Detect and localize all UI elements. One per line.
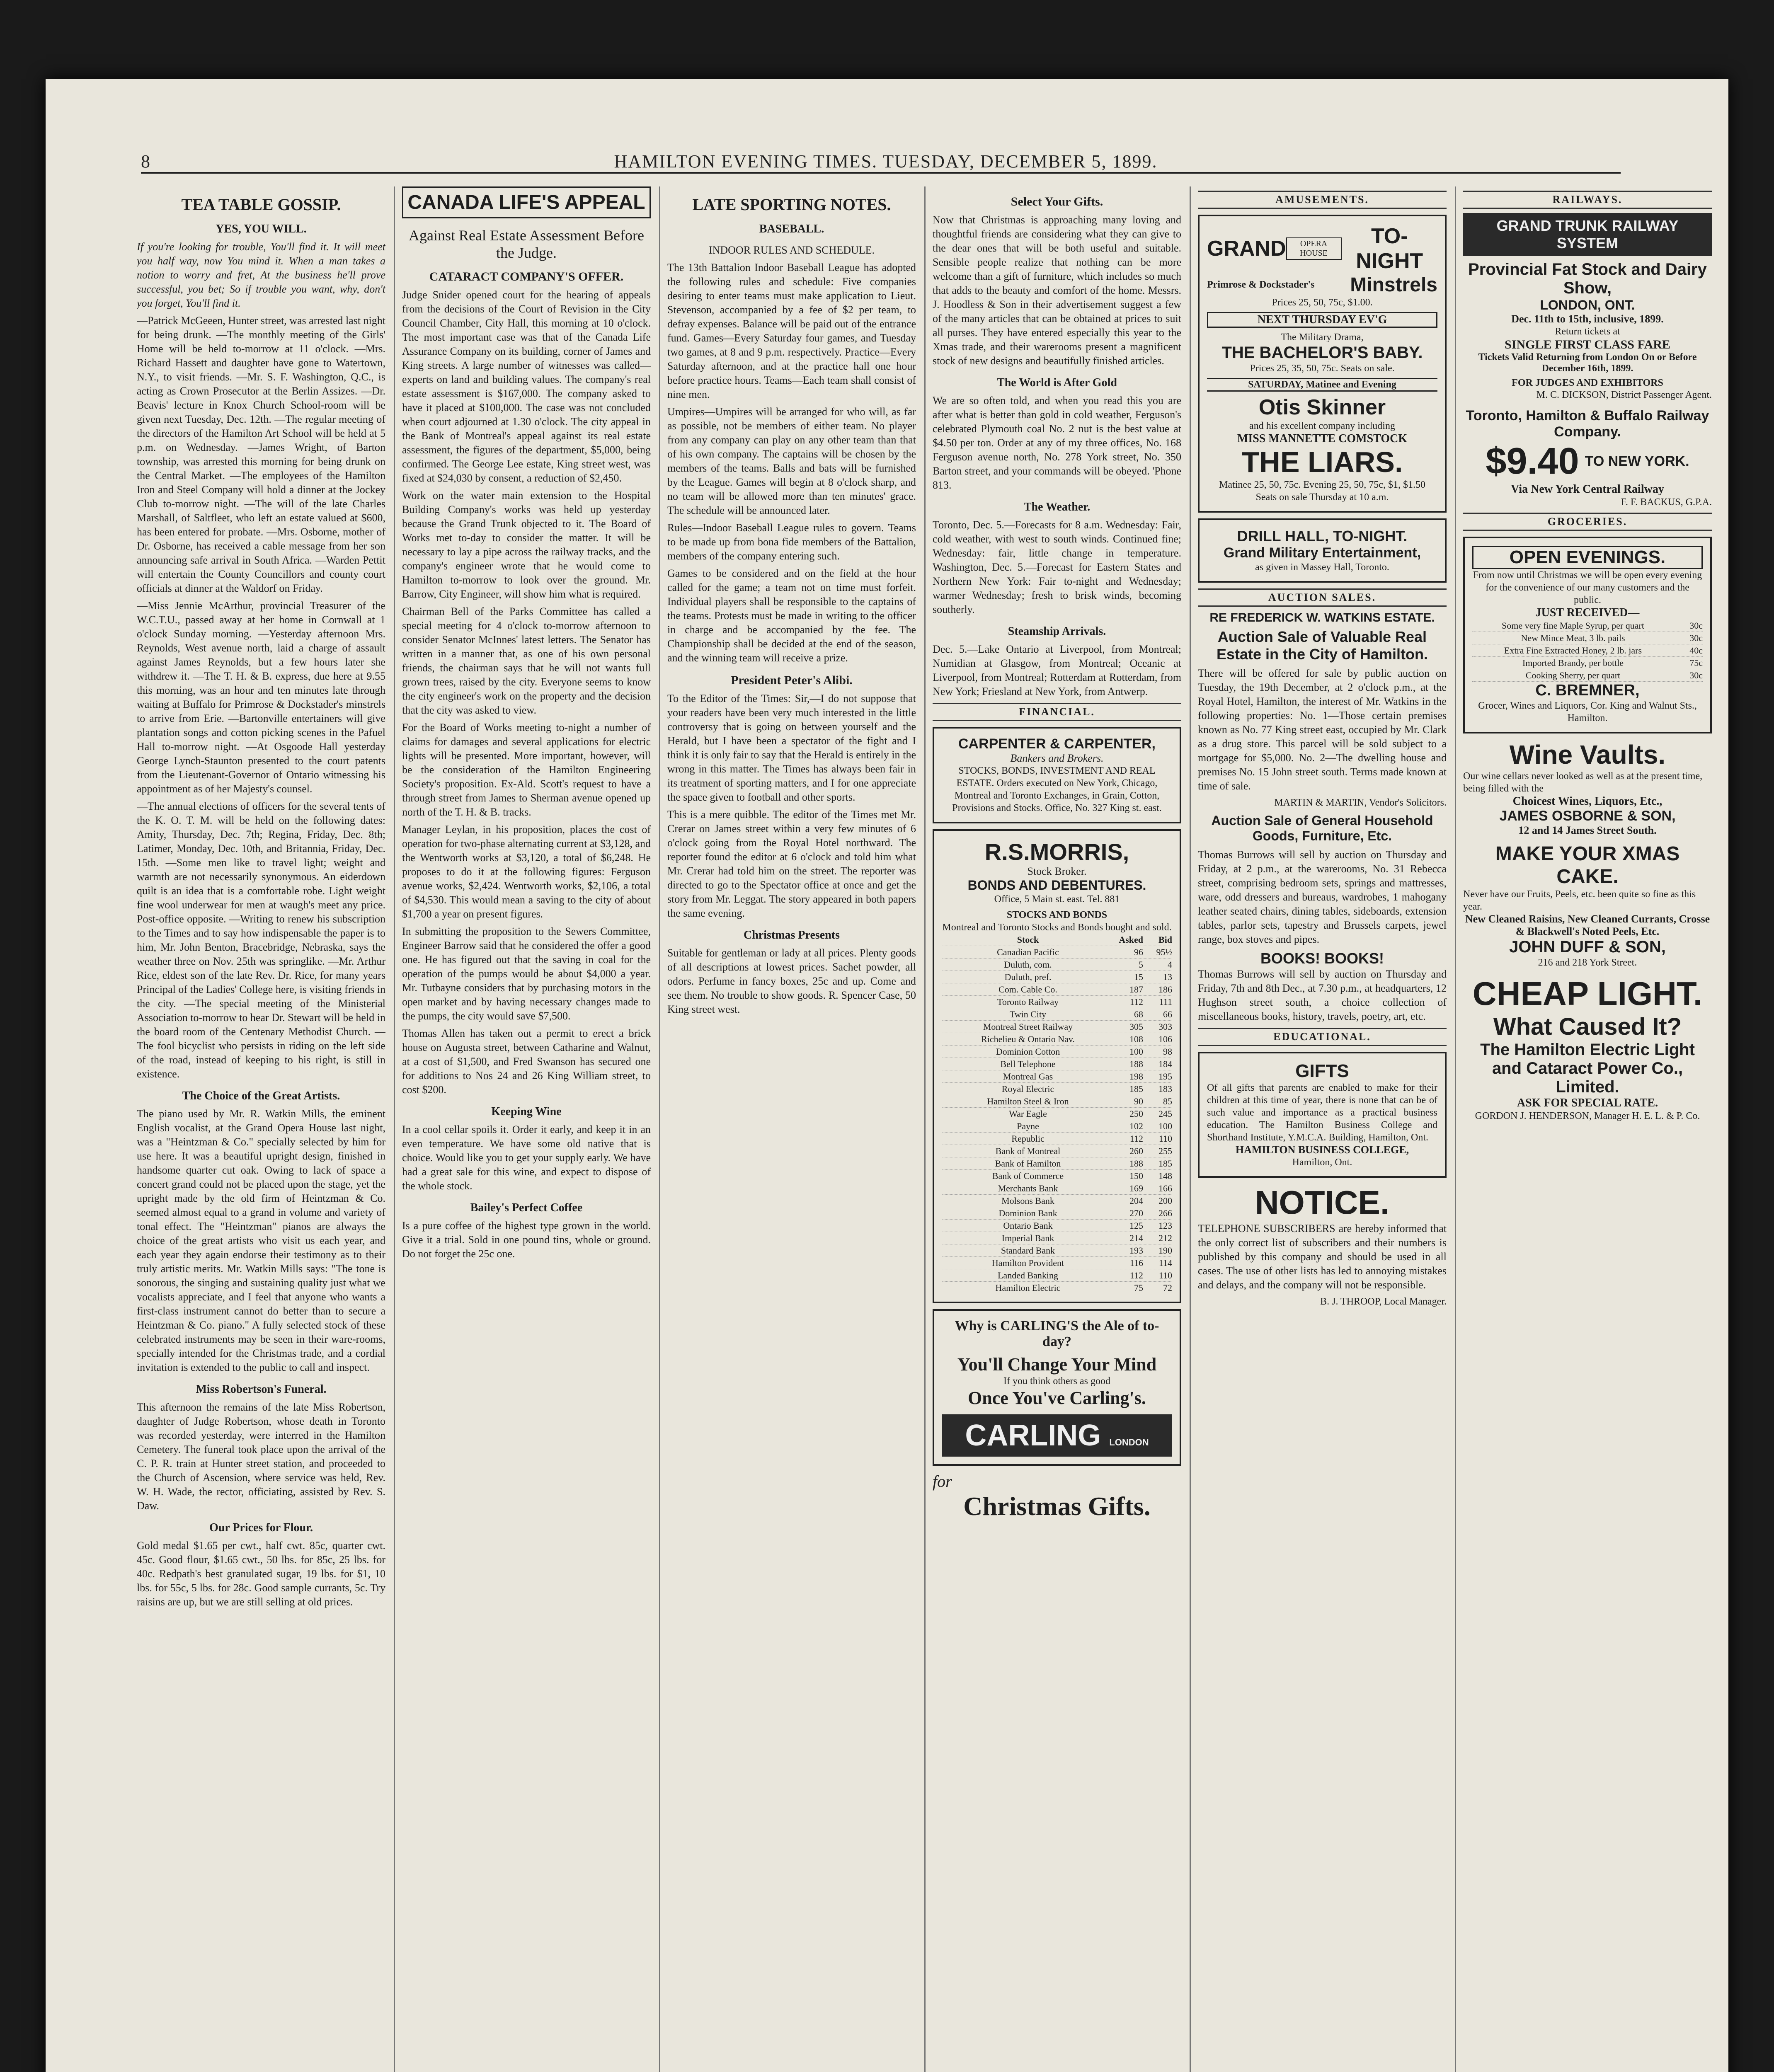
wine-article: In a cool cellar spoils it. Order it early, and keep it in an even temperature. We have some old native that is choice. Would like you to get your supply early. We have had a great sale for this wine, and expect to dispose of the whole stock. [402,1123,651,1192]
wine-vaults: Wine Vaults. [1509,740,1666,770]
gossip-headline: TEA TABLE GOSSIP. [181,195,341,214]
cell-value: 96 [1134,947,1143,957]
cell-value: 123 [1158,1220,1172,1231]
stock-table-row [942,1195,1172,1207]
otis-company: and his excellent company including [1249,421,1395,431]
cell-label: Molsons Bank [1001,1196,1054,1206]
cell-value: 5 [1139,959,1143,970]
grocery-items [1472,620,1703,682]
notice-signature: B. J. THROOP, Local Manager. [1320,1296,1447,1307]
subhead-wine: Keeping Wine [491,1105,562,1118]
cell-value: 15 [1134,972,1143,982]
cell-value: 185 [1158,1158,1172,1169]
canada-life-article-5: Manager Leylan, in his proposition, places the cost of operation for two-phase alternating current at $3,128, and the Wentworth works at $3,120, a total of $6,248. He proposes to do it at the following figures: Ferguson avenue works, $2,424. Wentworth works, $2,106, a total of $4,530. This would mean a saving to the city of about $1,700 a year on present figures. [402,823,651,920]
cell-value: 150 [1129,1171,1143,1181]
stock-table-row [942,1033,1172,1046]
cell-label: Bank of Commerce [992,1171,1064,1181]
single-fare: SINGLE FIRST CLASS FARE [1505,338,1670,351]
cell-value: 270 [1129,1208,1143,1218]
morris-stocks-text: Montreal and Toronto Stocks and Bonds bought and sold. [942,922,1172,933]
cell-value: 112 [1129,1133,1143,1144]
osborne-name: JAMES OSBORNE & SON, [1499,808,1676,824]
canada-life-headline: CANADA LIFE'S APPEAL [402,186,651,218]
gold-article: We are so often told, and when you read this you are after what is better than gold in cold weather, Ferguson's celebrated Plymouth coal No. 2 nut is the best value at $4.50 per ton. Order at any of my three offices, No. 168 Ferguson avenue north, No. 278 York street, No. 350 Barton street, and your commands will be obeyed. 'Phone 813. [933,395,1181,491]
canada-life-article-4: For the Board of Works meeting to-night a number of claims for damages and several applications for electric lights will be presented. More important, however, will be the consideration of the Hamilton Engineering Society's proposition. Ex-Ald. Scott's request to have a through street from James to Sherman avenue opened up north of the T. H. & B. tracks. [402,721,651,818]
opera-house-label: OPERA HOUSE [1286,237,1342,260]
gossip-items-3: —The annual elections of officers for the several tents of the K. O. T. M. will be held on the following dates: Amity, Thursday, Dec. 7th; Regina, Friday, Dec. 8th; Latimer, Monday, Dec. 10th, and Britannia, Friday, Dec. 15th. —Some men like to travel light; weight and warmth are not necessarily synonymous. An eiderdown quilt is an idea that is a comfortable robe. Light weight fine wool underwear for men at waugh's meet any price. Post-office opposite. —Writing to renew his subscription to the Times and to say how indispensable the paper is to him, Mr. John Benton, Bracebridge, Nebraska, says the weather three on Nov. 25th was springlike. —Mr. Arthur Rice, eldest son of the late Rev. Dr. Rice, for many years Principal of the Ladies' College here, is visiting friends in the city. —The special meeting of the Ministerial Association to-morrow to hear Dr. Stewart will be held in the board room of the Centenary Methodist Church. —The fool bicyclist who persists in riding on the left side of the road, instead of keeping to his right, is still in existence. [137,800,385,1080]
auction-household: Auction Sale of General Household Goods, Furniture, Etc. [1211,813,1433,843]
cell-value: 303 [1158,1021,1172,1032]
ad-junor [933,1472,1181,1522]
column-railways [1463,186,1712,2072]
coffee-article: Is a pure coffee of the highest type grown in the world. Give it a trial. Sold in one pound tins, whole or ground. Do not forget the 25c one. [402,1220,651,1260]
bachelors-baby: THE BACHELOR'S BABY. [1221,344,1423,362]
books-title: BOOKS! BOOKS! [1260,950,1384,967]
cell-value: 95½ [1156,947,1172,957]
cell-value: 72 [1163,1283,1172,1293]
liars-seats: Seats on sale Thursday at 10 a.m. [1255,492,1389,503]
thb-agent: F. F. BACKUS, G.P.A. [1621,497,1712,508]
cell-value: 110 [1158,1133,1172,1144]
carling-logo-sub: LONDON [1109,1437,1149,1447]
auction-real-estate: Auction Sale of Valuable Real Estate in the City of Hamilton. [1216,628,1428,663]
cell-value: 30c [1689,633,1703,643]
auction-household-text: Thomas Burrows will sell by auction on Thursday and Friday, at 2 p.m., at the warerooms, No. 31 Rebecca street, comprising bedroom sets, springs and mattresses, ware, odd dressers and bureaus, wardrobes, 1 mahogany leather seated chairs, dining tables, sideboards, extension tables, parlor sets, tapestry and Brussels carpets, jewel range, box stoves and pipes. [1198,849,1447,945]
cell-value: 90 [1134,1096,1143,1106]
cell-label: Duluth, pref. [1004,972,1052,982]
section-groceries: GROCERIES. [1463,513,1712,531]
gifts-title: GIFTS [1295,1061,1349,1081]
carling-others: If you think others as good [1003,1376,1110,1387]
canada-life-subhead: Against Real Estate Assessment Before the Judge. [409,227,644,261]
auction-real-estate-text: There will be offered for sale by public auction on Tuesday, the 19th December, at 2 o'clock p.m., at the Royal Hotel, Hamilton, the interest of Mr. Watkins in the following properties: No. 1—Those certain premises known as No. 77 King street east, occupied by Mr. Clark as a drug store. This parcel will be sold subject to a mortgage for $5,000. No. 2—The dwelling house and premises No. 15 John street south. Terms made known at time of sale. [1198,667,1447,792]
grand-trunk-agent: M. C. DICKSON, District Passenger Agent. [1536,390,1712,400]
cell-label: Cooking Sherry, per quart [1525,670,1621,680]
minstrel-prices: Prices 25, 50, 75c, $1.00. [1272,297,1373,308]
baseball-article-1: The 13th Battalion Indoor Baseball League has adopted the following rules and schedule: Five companies desiring to enter teams must make application to Lieut. Stevenson, accompanied by a fee of $2 per team, to defray expenses. Balance will be paid out of the entrance fund. Games—Every Saturday four games, and Tuesday two games, at 8 and 9 p.m. respectively. Practice—Every Saturday afternoon, and at the practice hall one hour before practice hours. Teams—Each team shall consist of nine men. [667,261,916,400]
column-rule [1190,186,1191,2072]
alibi-article-1: To the Editor of the Times: Sir,—I do not suppose that your readers have been very much interested in the little controversy that is going on between yourself and the Herald, but I have been a spectator of the fight and I think it is only fair to say that the Herald is entirely in the wrong in this matter. The Times has always been fair in its treatment of sporting matters, and I for one appreciate the space given to football and other sports. [667,692,916,803]
subhead-weather: The Weather. [1023,501,1091,513]
show-dates: Dec. 11th to 15th, inclusive, 1899. [1511,313,1664,325]
stock-table-row [942,1232,1172,1244]
section-financial: FINANCIAL. [933,703,1181,721]
baseball-article-3: Rules—Indoor Baseball League rules to govern. Teams to be made up from bona fide members of the Battalion, members of the company entering such. [667,522,916,562]
subhead-baseball: BASEBALL. [759,223,824,235]
subhead-artists: The Choice of the Great Artists. [182,1089,340,1102]
cell-value: 30c [1689,620,1703,631]
cell-label: Com. Cable Co. [998,984,1057,995]
open-evenings: OPEN EVENINGS. [1472,546,1703,569]
stock-table-row [942,1008,1172,1021]
drill-hall-title: DRILL HALL, TO-NIGHT. [1237,528,1408,545]
cell-value: 100 [1129,1046,1143,1057]
military-drama: The Military Drama, [1281,332,1364,343]
ad-grand-opera [1198,215,1447,513]
stock-table-row [942,1257,1172,1269]
cell-label: War Eagle [1009,1109,1047,1119]
carling-question: Why is CARLING'S the Ale of to-day? [955,1318,1159,1349]
bachelor-prices: Prices 25, 35, 50, 75c. Seats on sale. [1250,363,1395,374]
drill-hall-sub: Grand Military Entertainment, [1223,545,1421,561]
just-received: JUST RECEIVED— [1535,606,1640,619]
wine-vaults-text: Our wine cellars never looked as well as at the present time, being filled with the [1463,771,1703,794]
cell-value: 112 [1129,997,1143,1007]
stock-table-row [942,1157,1172,1170]
college-city: Hamilton, Ont. [1292,1157,1352,1168]
cell-label: Toronto Railway [997,997,1059,1007]
artists-article: The piano used by Mr. R. Watkin Mills, the eminent English vocalist, at the Grand Opera House last night, was a "Heintzman & Co." specially selected by him for use here. It was a beautiful upright design, finished in handsome quarter cut oak. Owing to lack of space a concert grand could not be placed upon the stage, yet the upright made by the old firm of Heintzman & Co. seemed almost equal to a grand in volume and variety of tonal effect. The "Heintzman" pianos are always the choice of the great artists who visit us each year, and each year they again endorse their testimony as to their truly artistic merits. Mr. Watkin Mills says: "The tone is sonorous, the singing and sustaining quality just what we vocalists appreciate, and I feel that anyone who wants a first-class instrument cannot do better than to secure a Heintzman & Co. piano." A fully selected stock of these celebrated instruments may be seen in their ware-rooms, specially intended for the Christmas trade, and a cordial invitation is extended to the public to call and inspect. [137,1108,385,1373]
bremner-name: C. BREMNER, [1535,682,1640,699]
return-tickets: Return tickets at [1555,326,1620,337]
grocery-item [1472,669,1703,682]
subhead-flour: Our Prices for Flour. [209,1521,313,1534]
cell-value: 200 [1158,1196,1172,1206]
via-nyc: Via New York Central Railway [1511,483,1664,496]
cell-label: Royal Electric [1001,1084,1054,1094]
cell-value: 188 [1129,1158,1143,1169]
cell-value: 169 [1129,1183,1143,1193]
cell-label: Richelieu & Ontario Nav. [981,1034,1075,1044]
grocery-item [1472,657,1703,669]
cell-label: Hamilton Electric [995,1283,1061,1293]
newspaper-page [46,79,1728,2072]
xmas-cake-text: Never have our Fruits, Peels, etc. been quite so fine as this year. [1463,889,1696,912]
baseball-article-4: Games to be considered and on the field at the hour called for the game; a team not on time must forfeit. Individual players shall be responsible to the captains of the teams. Protests must be made in writing to the officer in charge and be accompanied by the fee. The Championship shall be decided at the end of the season, and the winning team will receive a prize. [667,567,916,664]
canada-life-article-2: Work on the water main extension to the Hospital Building Company's works was held up yesterday because the Grand Trunk objected to it. The Board of Works met to-day to consider the matter. It will be necessary to lay a pipe across the railway tracks, and the company's engineer wrote that he would come to Hamilton to-morrow to look over the ground. Mr. Barrow, City Engineer, will show him what is required. [402,489,651,600]
stock-table-row [942,946,1172,959]
cell-value: 195 [1158,1071,1172,1082]
subhead-steamship: Steamship Arrivals. [1008,625,1106,638]
what-caused-it: What Caused It? [1493,1013,1682,1040]
cell-value: 40c [1689,645,1703,656]
ad-morris [933,829,1181,1303]
cell-label: New Mince Meat, 3 lb. pails [1521,633,1625,643]
cell-label: Imported Brandy, per bottle [1522,658,1624,668]
saturday-label: SATURDAY, Matinee and Evening [1207,378,1437,392]
cell-label: Standard Bank [1001,1245,1055,1256]
london-ont: LONDON, ONT. [1540,298,1635,312]
cell-value: 198 [1129,1071,1143,1082]
cell-value: 66 [1163,1009,1172,1019]
stock-table-row [942,1021,1172,1033]
electric-manager: GORDON J. HENDERSON, Manager H. E. L. & P. Co. [1475,1111,1700,1121]
alibi-article-2: This is a mere quibble. The editor of the Times met Mr. Crerar on James street within a very few minutes of 6 o'clock going from the Royal Hotel northward. The reporter found the editor at 6 o'clock and told him what Mr. Crerar had told him on the street. The reporter was directed to go to the Spectator office at once and get the story from Mr. Leggat. The story appeared in both papers the same evening. [667,808,916,919]
watkins-estate: RE FREDERICK W. WATKINS ESTATE. [1209,611,1435,625]
cell-label: Canadian Pacific [997,947,1059,957]
grocery-item [1472,644,1703,657]
stock-table-row [942,1207,1172,1220]
subhead-funeral: Miss Robertson's Funeral. [196,1383,327,1396]
primrose-label: Primrose & Dockstader's [1207,279,1315,290]
canada-life-article-6: In submitting the proposition to the Sewers Committee, Engineer Barrow said that he considered the offer a good one. He has figured out that the saving in coal for the operation of the pumps would be about $4,000 a year. Mr. Tutbayne considers that by purchasing motors in the open market and by having necessary changes made to the pumps, the city would save $7,500. [402,925,651,1022]
ad-carling [933,1309,1181,1466]
cell-value: Asked [1119,934,1143,945]
cell-value: 75c [1689,658,1703,668]
stock-table-row [942,1244,1172,1257]
cell-label: Montreal Gas [1003,1071,1053,1082]
stock-table-row [942,1182,1172,1195]
stock-table-row [942,1133,1172,1145]
osborne-address: 12 and 14 James Street South. [1518,824,1657,836]
liars-prices: Matinee 25, 50, 75c. Evening 25, 50, 75c, $1, $1.50 [1219,479,1425,490]
college-text: Of all gifts that parents are enabled to make for their children at this time of year, there is none that can be of such value and importance as a practical business education. The Hamilton Business College and Shorthand Institute, Y.M.C.A. Building, Hamilton, Ont. [1207,1082,1437,1143]
cell-label: Payne [1017,1121,1039,1131]
cell-value: 100 [1158,1121,1172,1131]
subhead-select-gifts: Select Your Gifts. [1011,195,1103,208]
masthead [141,135,1621,174]
fare-price: $9.40 [1486,441,1579,482]
notice-title: NOTICE. [1255,1184,1390,1221]
baseball-article-2: Umpires—Umpires will be arranged for who will, as far as possible, not be members of either team. No player from any company can play on any other team than that of his own company. The captains will be chosen by the members of the teams. Balls and bats will be furnished by the League. Games will begin at 8 o'clock sharp, and no team will be allowed more than ten minutes' grace. The schedule will be announced later. [667,406,916,516]
sporting-headline: LATE SPORTING NOTES. [692,195,891,214]
carling-once: Once You've Carling's. [968,1388,1146,1408]
morris-stocks-head: STOCKS AND BONDS [1006,910,1108,920]
stock-table-row [942,1070,1172,1083]
ad-drill-hall [1198,518,1447,583]
morris-name: R.S.MORRIS, [984,839,1129,865]
cell-value: 183 [1158,1084,1172,1094]
section-auction: AUCTION SALES. [1198,588,1447,607]
carling-change: You'll Change Your Mind [957,1354,1157,1375]
presents-article: Suitable for gentleman or lady at all prices. Plenty goods of all descriptions at lowest prices. Sachet powder, all odors. Perfume in fancy boxes, 25c and up. Come and see them. No trouble to show goods. R. Spencer Case, 50 King street west. [667,947,916,1015]
cell-value: 184 [1158,1059,1172,1069]
cell-value: 114 [1158,1258,1172,1268]
stock-table-row [942,1058,1172,1070]
cell-label: Montreal Street Railway [983,1021,1073,1032]
ad-bremner [1463,537,1712,733]
cell-value: 204 [1129,1196,1143,1206]
poem-title: YES, YOU WILL. [216,223,307,235]
stock-table-row [942,1269,1172,1282]
tickets-valid: Tickets Valid Returning from London On or Before December 16th, 1899. [1478,352,1697,374]
auction-solicitors: MARTIN & MARTIN, Vendor's Solicitors. [1274,797,1447,808]
weather-article: Toronto, Dec. 5.—Forecasts for 8 a.m. Wednesday: Fair, cold weather, with west to south winds. Continued fine; Wednesday: fair, little change in temperature. Washington, Dec. 5.—Forecast for Eastern States and Northern New York: Fair to-night and Wednesday; warmer Wednesday; fresh to brisk winds, becoming southerly. [933,519,1181,615]
electric-company: The Hamilton Electric Light and Cataract Power Co., Limited. [1480,1041,1695,1096]
cell-label: Bell Telephone [1000,1059,1056,1069]
subhead-coffee: Bailey's Perfect Coffee [470,1201,583,1214]
cell-value: 13 [1163,972,1172,982]
column-rule [924,186,926,2072]
carling-logo-text: CARLING [965,1419,1101,1452]
bremner-address: Grocer, Wines and Liquors, Cor. King and Walnut Sts., Hamilton. [1478,700,1697,724]
carpenter-sub: Bankers and Brokers. [1010,752,1104,764]
mannette-comstock: MISS MANNETTE COMSTOCK [1237,432,1408,445]
grand-label: GRAND [1207,237,1286,261]
junor-for: for [933,1472,952,1491]
cell-value: Bid [1158,934,1172,945]
duff-address: 216 and 218 York Street. [1538,957,1637,968]
duff-name: JOHN DUFF & SON, [1509,938,1666,956]
cell-value: 212 [1158,1233,1172,1243]
cell-value: 111 [1159,997,1172,1007]
grocery-item [1472,632,1703,644]
cell-value: 190 [1158,1245,1172,1256]
cell-label: Landed Banking [997,1270,1059,1280]
cell-value: 112 [1129,1270,1143,1280]
stock-table [942,934,1172,1294]
gifts-article: Now that Christmas is approaching many loving and thoughtful friends are considering what they can give to the dear ones that will be both useful and suitable. Sensible people realize that nothing can be more welcome than a gift of furniture, which includes so much that adds to the beauty and comfort of the home. Messrs. J. Hoodless & Son in their advertisement suggest a few of the many articles that can be obtained at prices to suit all purses. They have entered especially this year to the Xmas trade, and their warerooms present a magnificent stock of new designs and beautifully finished articles. [933,214,1181,367]
section-railways: RAILWAYS. [1463,191,1712,209]
cell-label: Duluth, com. [1004,959,1052,970]
stock-table-row [942,971,1172,983]
column-amusements [1198,186,1447,2072]
cell-label: Dominion Cotton [996,1046,1060,1057]
canada-life-article-1: Judge Snider opened court for the hearing of appeals from the decisions of the Court of Revision in the City Council Chamber, City Hall, this morning at 10 o'clock. The most important case was that of the Canada Life Assurance Company on its building, corner of James and King streets. A large number of witnesses was called—experts on land and building values. The company's real estate assessment is $167,000. The company asked to have it placed at $100,000. The case was not concluded when court adjourned at 1.30 o'clock. The city appeal in the Bank of Montreal's appeal against its real estate assessment, the figures of the department, $5,000, being confirmed. The George Lee estate, King street west, was fixed at $24,030 by consent, a reduction of $2,450. [402,289,651,484]
cell-label: Bank of Hamilton [995,1158,1061,1169]
subhead-alibi: President Peter's Alibi. [731,673,853,687]
morris-sub: Stock Broker. [1027,865,1087,877]
cell-value: 148 [1158,1171,1172,1181]
minstrels-label: Minstrels [1350,274,1437,296]
section-educational: EDUCATIONAL. [1198,1028,1447,1046]
fat-stock-show: Provincial Fat Stock and Dairy Show, [1468,260,1707,297]
cell-label: Merchants Bank [998,1183,1058,1193]
carpenter-text: STOCKS, BONDS, INVESTMENT AND REAL ESTATE. Orders executed on New York, Chicago, Montreal and Toronto Exchanges, in Grain, Cotton, Provisions and Stocks. Office, No. 327 King st. east. [952,765,1162,813]
stock-table-row [942,996,1172,1008]
stock-table-row [942,1083,1172,1095]
drill-hall-text: as given in Massey Hall, Toronto. [1255,562,1389,573]
cell-label: Republic [1011,1133,1045,1144]
column-gifts [933,186,1181,2072]
cell-value: 30c [1689,670,1703,680]
cell-value: 260 [1129,1146,1143,1156]
cell-value: 75 [1134,1283,1143,1293]
cell-value: 214 [1129,1233,1143,1243]
stock-table-row [942,1095,1172,1108]
cell-value: 110 [1158,1270,1172,1280]
cell-value: 250 [1129,1109,1143,1119]
cell-value: 166 [1158,1183,1172,1193]
gossip-items-1: —Patrick McGeeen, Hunter street, was arrested last night for being drunk. —The monthly meeting of the Girls' Home will be held to-morrow at 11 o'clock. —Mrs. Richard Hassett and daughter have gone to Watertown, N.Y., to visit friends. —Mr. S. F. Washington, Q.C., is acting as Crown Prosecutor at the Berlin Assizes. —Dr. Beavis' lecture in Knox Church School-room will be given next Tuesday, Dec. 12th. —The regular meeting of the directors of the Hamilton Art School will be held at 5 p.m. on Wednesday. —James Wright, of Barton township, was arrested this morning for being drunk on the Central Market. —The employees of the Hamilton Iron and Steel Company will hold a dinner at the Jockey Club to-morrow night. —The will of the late Charles Marshall, of Saltfleet, who left an estate valued at $600, has been entered for probate. —Mrs. Osborne, mother of Dr. Osborne, has received a cable message from her son announcing safe arrival in South Africa. —Warden Pettit will entertain the County Councillors and county court officials at dinner at the Waldorf on Friday. [137,315,385,594]
tonight-label: TO-NIGHT [1356,224,1423,273]
stock-table-row [942,959,1172,971]
junor-christmas-gifts: Christmas Gifts. [963,1491,1151,1521]
cell-value: 102 [1129,1121,1143,1131]
thb-railway: Toronto, Hamilton & Buffalo Railway Company. [1466,408,1709,440]
grocery-item [1472,620,1703,632]
cell-value: 98 [1163,1046,1172,1057]
stock-table-row [942,1046,1172,1058]
ad-carpenter [933,727,1181,823]
notice-text: TELEPHONE SUBSCRIBERS are hereby informed that the only correct list of subscribers and their numbers is published by this company and should be used in all cases. The use of other lists has led to annoying mistakes and delays, and the company will not be responsible. [1198,1222,1447,1291]
column-rule [659,186,660,2072]
cell-label: Bank of Montreal [995,1146,1061,1156]
steamship-article: Dec. 5.—Lake Ontario at Liverpool, from Montreal; Numidian at Glasgow, from Montreal; Oceanic at Liverpool, from Montreal; Rotterdam at Rotterdam, from New York; Friesland at New York, from Antwerp. [933,643,1181,697]
bremner-text: From now until Christmas we will be open every evening for the convenience of our many customers and the public. [1473,570,1702,605]
cell-label: Imperial Bank [1001,1233,1054,1243]
cell-value: 188 [1129,1059,1143,1069]
to-new-york: TO NEW YORK. [1585,453,1689,469]
carling-logo [942,1414,1172,1457]
cell-label: Twin City [1009,1009,1047,1019]
judges-exhibitors: FOR JUDGES AND EXHIBITORS [1512,378,1663,388]
morris-bonds: BONDS AND DEBENTURES. [967,878,1146,893]
cell-value: 108 [1129,1034,1143,1044]
carpenter-name: CARPENTER & CARPENTER, [958,736,1156,752]
column-canada-life [402,186,651,2072]
cell-label: Some very fine Maple Syrup, per quart [1502,620,1644,631]
column-sporting [667,186,916,2072]
stock-table-row [942,1108,1172,1120]
stock-table-row [942,1282,1172,1294]
cell-value: 305 [1129,1021,1143,1032]
cell-label: Ontario Bank [1003,1220,1053,1231]
cell-label: Extra Fine Extracted Honey, 2 lb. jars [1504,645,1642,656]
stock-table-row [942,1220,1172,1232]
page-number: 8 [141,151,151,172]
subhead-presents: Christmas Presents [743,929,840,942]
xmas-cake: MAKE YOUR XMAS CAKE. [1495,843,1680,888]
cell-label: Stock [1017,934,1039,945]
funeral-article: This afternoon the remains of the late Miss Robertson, daughter of Judge Robertson, whose death in Toronto was recorded yesterday, were interred in the Hamilton Cemetery. The funeral took place upon the arrival of the C. P. R. train at Hunter street station, and proceeded to the Church of Ascension, where service was held, Rev. W. H. Wade, the rector, officiating, assisted by Rev. S. Daw. [137,1401,385,1512]
cell-value: 255 [1158,1146,1172,1156]
otis-skinner: Otis Skinner [1258,395,1386,419]
cell-value: 186 [1158,984,1172,995]
cell-value: 193 [1129,1245,1143,1256]
cell-value: 68 [1134,1009,1143,1019]
grand-trunk-logo: GRAND TRUNK RAILWAY SYSTEM [1463,213,1712,256]
cell-value: 245 [1158,1109,1172,1119]
masthead-title: HAMILTON EVENING TIMES. TUESDAY, DECEMBER 5, 1899. [614,151,1158,172]
stock-table-row [942,1120,1172,1133]
xmas-cake-items: New Cleaned Raisins, New Cleaned Currants, Crosse & Blackwell's Noted Peels, Etc. [1465,913,1710,937]
cell-value: 85 [1163,1096,1172,1106]
cell-value: 266 [1158,1208,1172,1218]
section-amusements: AMUSEMENTS. [1198,191,1447,209]
cell-value: 106 [1158,1034,1172,1044]
stock-table-row [942,1170,1172,1182]
books-text: Thomas Burrows will sell by auction on Thursday and Friday, 7th and 8th Dec., at 7.30 p.m., at headquarters, 12 Hughson street south, a choice collection of miscellaneous books, history, travels, poetry, art, etc. [1198,968,1447,1022]
college-name: HAMILTON BUSINESS COLLEGE, [1235,1144,1409,1156]
cell-label: Hamilton Provident [991,1258,1064,1268]
choicest-wines: Choicest Wines, Liquors, Etc., [1512,795,1663,808]
ad-business-college [1198,1052,1447,1178]
cell-label: Dominion Bank [998,1208,1057,1218]
cell-label: Hamilton Steel & Iron [987,1096,1069,1106]
cell-value: 187 [1129,984,1143,995]
cell-value: 125 [1129,1220,1143,1231]
stock-table-row [942,1145,1172,1157]
column-rule [1455,186,1456,2072]
canada-life-article-3: Chairman Bell of the Parks Committee has called a special meeting for 4 o'clock to-morrow afternoon to consider Senator McInnes' latest letters. The Senator has written in a manner that, as one of his own personal friends, the chairman says that he will not wants full grown trees, raised by the city. Everyone seems to know the city engineer's work on the property and the decision that the city was asked to view. [402,605,651,716]
permits-article: Thomas Allen has taken out a permit to erect a brick house on Augusta street, between Catharine and Walnut, at a cost of $1,500, and Fred Swanson has secured one for additions to Nos 24 and 26 King William street, to cost $200. [402,1027,651,1096]
cell-value: 185 [1129,1084,1143,1094]
stock-table-header [942,934,1172,946]
gossip-items-2: —Miss Jennie McArthur, provincial Treasurer of the W.C.T.U., passed away at her home in Cornwall at 1 o'clock Sunday morning. —Yesterday afternoon Mrs. Reynolds, West avenue north, laid a charge of assault against James Reynolds, but a few hours later she withdrew it. —The T. H. & B. express, due here at 9.55 this morning, was an hour and ten minutes late through waiting at Buffalo for Primrose & Dockstader's minstrels to arrive from Erie. —Bartonville entertainers will give plantation songs and cotton picking scenes in the Pafuel Hall to-morrow night. —At Osgoode Hall yesterday George Lynch-Staunton presented to the court patents from the Lieutenant-Governor of Ontario witnessing his appointment as of her Majesty's counsel. [137,600,385,795]
special-rate: ASK FOR SPECIAL RATE. [1517,1097,1658,1109]
subhead-gold: The World is After Gold [997,376,1117,389]
column-gossip [137,186,385,2072]
poem-text: If you're looking for trouble, You'll find it. It will meet you half way, now You mind it. When a man takes a notion to worry and fret, At the business he'll prove successful, you bet; So if trouble you want, why, don't you forget, You'll find it. [137,241,385,309]
flour-article: Gold medal $1.65 per cwt., half cwt. 85c, quarter cwt. 45c. Good flour, $1.65 cwt., 50 lbs. for 85c, 25 lbs. for 40c. Redpath's best granulated sugar, 19 lbs. for $1, 10 lbs. for 55c, 5 lbs. for 28c. Good sample currants, 5c. Try raisins are up, but we are still selling at old prices. [137,1539,385,1608]
subhead-indoor-rules: INDOOR RULES AND SCHEDULE. [708,244,875,256]
cataract-subhead: CATARACT COMPANY'S OFFER. [429,270,624,283]
the-liars: THE LIARS. [1241,446,1403,478]
column-rule [394,186,395,2072]
next-thursday: NEXT THURSDAY EV'G [1207,312,1437,328]
morris-office: Office, 5 Main st. east. Tel. 881 [994,894,1120,905]
stock-table-row [942,983,1172,996]
cheap-light: CHEAP LIGHT. [1472,975,1703,1012]
cell-value: 4 [1168,959,1172,970]
cell-value: 116 [1129,1258,1143,1268]
